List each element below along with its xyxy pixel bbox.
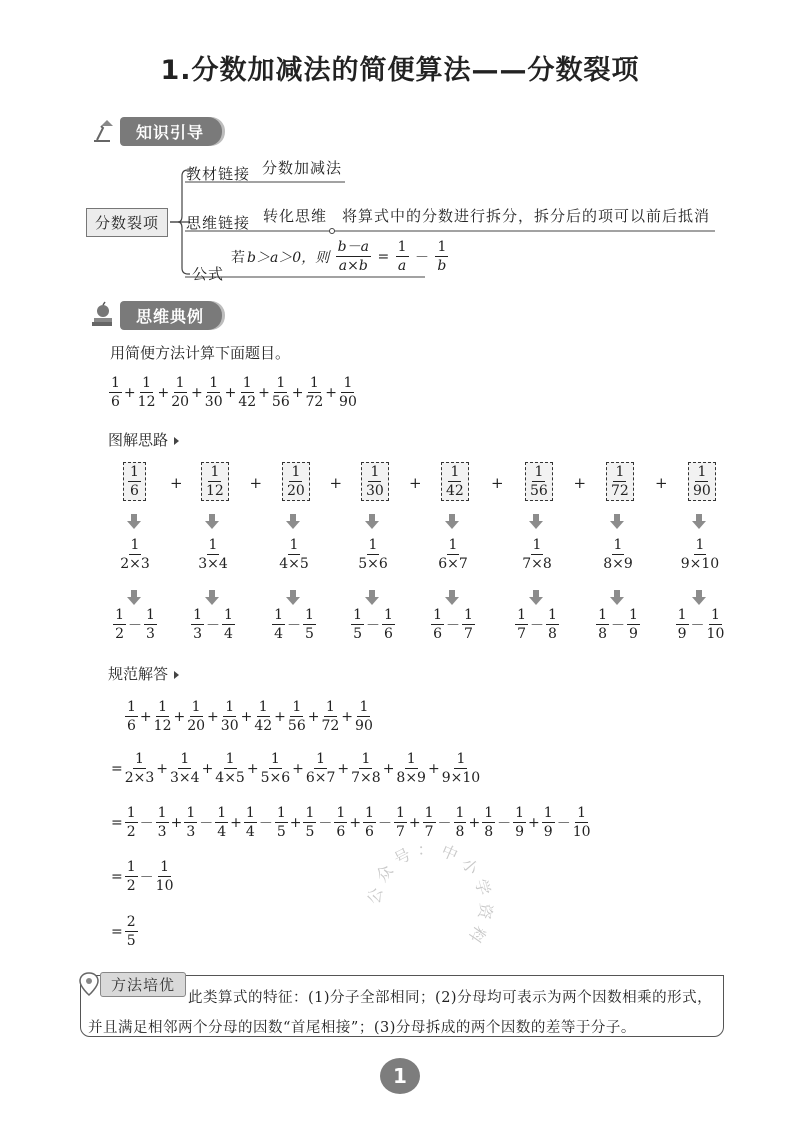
diagram-split xyxy=(249,608,339,641)
split-fraction: $\frac{1}{9}$ xyxy=(677,607,687,642)
branch-thinking-head: 转化思维 xyxy=(263,207,328,225)
product-fraction: $\frac{1}{5\times 6}$ xyxy=(358,537,388,572)
problem-prompt: 用简便方法计算下面题目。 xyxy=(110,344,291,362)
operator: + xyxy=(191,384,203,401)
plus-sign: + xyxy=(329,474,343,492)
operator: + xyxy=(230,814,242,831)
product-fraction: $\frac{1}{7\times 8}$ xyxy=(522,537,552,572)
method-tag: 方法培优 xyxy=(78,971,186,997)
diagram-fraction: 1 30 xyxy=(361,462,389,501)
down-arrow-icon xyxy=(205,514,219,530)
problem-fraction: $\frac{1}{42}$ xyxy=(254,699,273,734)
formula-term-a: $\frac{1}{a}$ xyxy=(397,239,407,274)
product-fraction: $\frac{1}{8\times 9}$ xyxy=(396,751,426,786)
section-title: 知识引导 xyxy=(120,117,222,146)
problem-fraction: $\frac{1}{56}$ xyxy=(287,699,306,734)
operator: + xyxy=(157,384,170,401)
operator: + xyxy=(289,814,302,831)
diagram-product xyxy=(328,538,418,571)
split-fraction: $\frac{1}{2}$ xyxy=(126,805,136,840)
operator: + xyxy=(258,384,270,401)
split-fraction: $\frac{1}{4}$ xyxy=(224,607,233,642)
problem-fraction: $\frac{1}{30}$ xyxy=(220,699,239,734)
split-fraction: $\frac{1}{3}$ xyxy=(193,607,202,642)
diagram-split xyxy=(168,608,258,641)
operator: － xyxy=(611,617,625,634)
plus-sign: + xyxy=(491,474,504,492)
split-fraction: $\frac{1}{4}$ xyxy=(274,607,283,642)
branch-thinking-text: 将算式中的分数进行拆分，拆分后的项可以前后抵消 xyxy=(342,207,711,225)
operator: － xyxy=(556,815,571,832)
product-fraction: $\frac{1}{2\times 3}$ xyxy=(124,751,155,786)
plus-sign: + xyxy=(249,474,263,492)
product-fraction: $\frac{1}{5\times 6}$ xyxy=(260,751,291,786)
branch-thinking-label: 思维链接 xyxy=(186,214,251,232)
down-arrow-icon xyxy=(127,514,141,530)
section-examples xyxy=(88,300,222,330)
operator: = xyxy=(111,760,123,777)
diagram-fraction: 1 90 xyxy=(688,462,716,501)
operator: + xyxy=(274,708,286,725)
diagram-product xyxy=(168,538,258,571)
diagram-fraction: 1 72 xyxy=(606,462,634,501)
split-fraction: $\frac{1}{10}$ xyxy=(706,607,725,642)
product-fraction: $\frac{1}{6\times 7}$ xyxy=(438,537,468,572)
branch-textbook-text: 分数加减法 xyxy=(262,159,343,177)
operator: + xyxy=(201,760,214,777)
solution-heading: 规范解答 xyxy=(108,663,179,684)
split-fraction: $\frac{1}{5}$ xyxy=(353,607,362,642)
product-fraction: $\frac{1}{4\times 5}$ xyxy=(279,537,309,572)
split-fraction: $\frac{1}{6}$ xyxy=(384,607,393,642)
product-fraction: $\frac{1}{4\times 5}$ xyxy=(215,751,245,786)
problem-fraction: $\frac{1}{6}$ xyxy=(127,699,136,734)
split-fraction: $\frac{1}{2}$ xyxy=(115,607,124,642)
problem-fraction: $\frac{1}{56}$ xyxy=(271,375,290,410)
down-arrow-icon xyxy=(610,590,624,606)
product-fraction: $\frac{1}{3\times 4}$ xyxy=(198,537,228,572)
operator: － xyxy=(258,815,273,832)
split-fraction: $\frac{1}{3}$ xyxy=(186,805,196,840)
operator: － xyxy=(128,617,142,634)
operator: － xyxy=(446,617,460,634)
operator: + xyxy=(307,708,320,725)
problem-fraction: $\frac{1}{12}$ xyxy=(137,375,156,410)
product-fraction: $\frac{1}{8\times 9}$ xyxy=(603,537,633,572)
down-arrow-icon xyxy=(692,514,706,530)
split-fraction: $\frac{1}{9}$ xyxy=(629,607,638,642)
operator: + xyxy=(156,760,169,777)
split-fraction: $\frac{1}{5}$ xyxy=(276,805,286,840)
operator: + xyxy=(173,708,186,725)
operator: + xyxy=(246,760,259,777)
down-arrow-icon xyxy=(365,590,379,606)
down-arrow-icon xyxy=(365,514,379,530)
split-fraction: $\frac{1}{4}$ xyxy=(245,805,255,840)
operator: + xyxy=(427,760,440,777)
section-title: 思维典例 xyxy=(120,301,222,330)
problem-fraction: $\frac{1}{90}$ xyxy=(339,375,357,410)
diagram-heading: 图解思路 xyxy=(108,429,179,450)
page-title: 1.分数加减法的简便算法——分数裂项 xyxy=(160,55,640,86)
operator: － xyxy=(437,815,452,832)
operator: － xyxy=(318,815,333,832)
operator: + xyxy=(139,708,152,725)
down-arrow-icon xyxy=(529,590,543,606)
operator: + xyxy=(170,814,183,831)
operator: － xyxy=(287,617,301,634)
split-fraction: $\frac{1}{7}$ xyxy=(517,607,526,642)
split-fraction: $\frac{1}{10}$ xyxy=(572,805,591,840)
operator: － xyxy=(199,815,214,832)
operator: + xyxy=(325,384,338,401)
split-fraction: $\frac{1}{7}$ xyxy=(464,607,473,642)
operator: + xyxy=(123,384,136,401)
problem-fraction: $\frac{1}{42}$ xyxy=(238,375,257,410)
operator: + xyxy=(528,814,540,831)
diagram-split xyxy=(655,608,745,641)
down-arrow-icon xyxy=(445,590,459,606)
operator: + xyxy=(292,760,304,777)
operator: + xyxy=(341,708,354,725)
down-arrow-icon xyxy=(286,590,300,606)
problem-fraction: $\frac{1}{6}$ xyxy=(111,375,120,410)
plus-sign: + xyxy=(573,474,587,492)
down-arrow-icon xyxy=(445,514,459,530)
mindmap-root: 分数裂项 xyxy=(86,208,168,237)
diagram-split xyxy=(573,608,663,641)
solution-line-2 xyxy=(110,752,481,785)
branch-textbook-label: 教材链接 xyxy=(186,165,251,183)
operator: + xyxy=(382,760,395,777)
split-fraction: $\frac{1}{6}$ xyxy=(433,607,442,642)
operator: － xyxy=(139,869,154,886)
diagram-fraction: 1 56 xyxy=(525,462,553,501)
split-fraction: $\frac{1}{9}$ xyxy=(515,805,525,840)
split-fraction: $\frac{1}{6}$ xyxy=(336,805,346,840)
product-fraction: $\frac{1}{6\times 7}$ xyxy=(305,751,336,786)
split-fraction: $\frac{1}{9}$ xyxy=(543,805,553,840)
down-arrow-icon xyxy=(205,590,219,606)
remaining-fraction: $\frac{1}{2}$ xyxy=(126,859,136,894)
operator: － xyxy=(206,617,220,634)
operator: + xyxy=(408,814,421,831)
operator: － xyxy=(377,815,392,832)
split-fraction: $\frac{1}{4}$ xyxy=(217,805,227,840)
split-fraction: $\frac{1}{8}$ xyxy=(455,805,465,840)
split-fraction: $\frac{1}{3}$ xyxy=(146,607,155,642)
problem-fraction: $\frac{1}{20}$ xyxy=(171,375,190,410)
down-arrow-icon xyxy=(692,590,706,606)
result-fraction: $\frac{2}{5}$ xyxy=(126,914,136,949)
diagram-fraction: 1 42 xyxy=(441,462,469,501)
solution-line-3 xyxy=(110,806,592,839)
down-arrow-icon xyxy=(529,514,543,530)
diagram-split xyxy=(408,608,498,641)
watermark-stamp xyxy=(360,835,500,970)
problem-fraction: $\frac{1}{30}$ xyxy=(204,375,223,410)
operator: + xyxy=(291,384,304,401)
operator: = xyxy=(111,868,123,885)
page-number: 1 xyxy=(380,1058,420,1094)
diagram-fraction: 1 6 xyxy=(123,462,146,501)
diagram-product xyxy=(90,538,180,571)
split-fraction: $\frac{1}{8}$ xyxy=(484,805,494,840)
diagram-product xyxy=(249,538,339,571)
operator: = xyxy=(111,814,123,831)
split-fraction: $\frac{1}{6}$ xyxy=(365,805,374,840)
problem-fraction: $\frac{1}{12}$ xyxy=(153,699,172,734)
diagram-split xyxy=(328,608,418,641)
split-fraction: $\frac{1}{8}$ xyxy=(598,607,607,642)
down-arrow-icon xyxy=(127,590,141,606)
svg-text:公众号：中小学资料: 公众号：中小学资料 xyxy=(364,839,496,952)
operator: + xyxy=(468,814,481,831)
problem-expression xyxy=(108,376,358,409)
split-fraction: $\frac{1}{3}$ xyxy=(157,805,167,840)
formula-term-b: $\frac{1}{b}$ xyxy=(437,239,447,274)
solution-line-4 xyxy=(110,860,174,893)
down-arrow-icon xyxy=(286,514,300,530)
product-fraction: $\frac{1}{7\times 8}$ xyxy=(351,751,381,786)
operator: + xyxy=(349,814,362,831)
product-fraction: $\frac{1}{9\times 10}$ xyxy=(441,751,481,786)
formula-lhs: $\frac{b-a}{a\times b}$ xyxy=(337,239,369,274)
operator: + xyxy=(207,708,219,725)
diagram-product xyxy=(492,538,582,571)
operator: + xyxy=(224,384,237,401)
operator: － xyxy=(690,617,705,634)
operator: + xyxy=(240,708,253,725)
problem-fraction: $\frac{1}{72}$ xyxy=(321,699,340,734)
method-text: 此类算式的特征：(1)分子全部相同；(2)分母均可表示为两个因数相乘的形式，并且满足相邻两个分母的因数“首尾相接”；(3)分母拆成的两个因数的差等于分子。 xyxy=(88,990,713,1036)
operator: － xyxy=(139,815,154,832)
diagram-product xyxy=(408,538,498,571)
solution-line-1 xyxy=(124,700,374,733)
down-arrow-icon xyxy=(610,514,624,530)
operator: － xyxy=(366,617,380,634)
branch-formula-label: 公式 xyxy=(192,265,225,283)
diagram-fraction: 1 12 xyxy=(201,462,229,501)
operator: + xyxy=(337,760,350,777)
operator: － xyxy=(497,815,512,832)
solution-line-5 xyxy=(110,915,139,948)
problem-fraction: $\frac{1}{90}$ xyxy=(355,699,373,734)
split-fraction: $\frac{1}{5}$ xyxy=(305,805,315,840)
section-knowledge xyxy=(88,116,222,146)
diagram-fraction: 1 20 xyxy=(282,462,310,501)
product-fraction: $\frac{1}{3\times 4}$ xyxy=(170,751,200,786)
operator: － xyxy=(530,617,544,634)
diagram-product xyxy=(655,538,745,571)
problem-fraction: $\frac{1}{72}$ xyxy=(305,375,324,410)
split-fraction: $\frac{1}{7}$ xyxy=(424,805,434,840)
plus-sign: + xyxy=(409,474,422,492)
product-fraction: $\frac{1}{2\times 3}$ xyxy=(120,537,150,572)
formula: 若 b＞a＞0，则 $\frac{b-a}{a\times b}$ = $\frac{1}{a}$ － $\frac{1}{b}$ xyxy=(231,239,447,274)
plus-sign: + xyxy=(170,474,183,492)
diagram-product xyxy=(573,538,663,571)
split-fraction: $\frac{1}{8}$ xyxy=(548,607,557,642)
plus-sign: + xyxy=(655,474,668,492)
split-fraction: $\frac{1}{7}$ xyxy=(395,805,405,840)
diagram-split xyxy=(492,608,582,641)
operator: = xyxy=(111,923,123,940)
apple-books-icon xyxy=(88,300,118,330)
split-fraction: $\frac{1}{5}$ xyxy=(305,607,314,642)
diagram-split xyxy=(90,608,180,641)
problem-fraction: $\frac{1}{20}$ xyxy=(187,699,206,734)
product-fraction: $\frac{1}{9\times 10}$ xyxy=(680,537,720,572)
lamp-icon xyxy=(88,116,118,146)
remaining-fraction: $\frac{1}{10}$ xyxy=(155,859,174,894)
